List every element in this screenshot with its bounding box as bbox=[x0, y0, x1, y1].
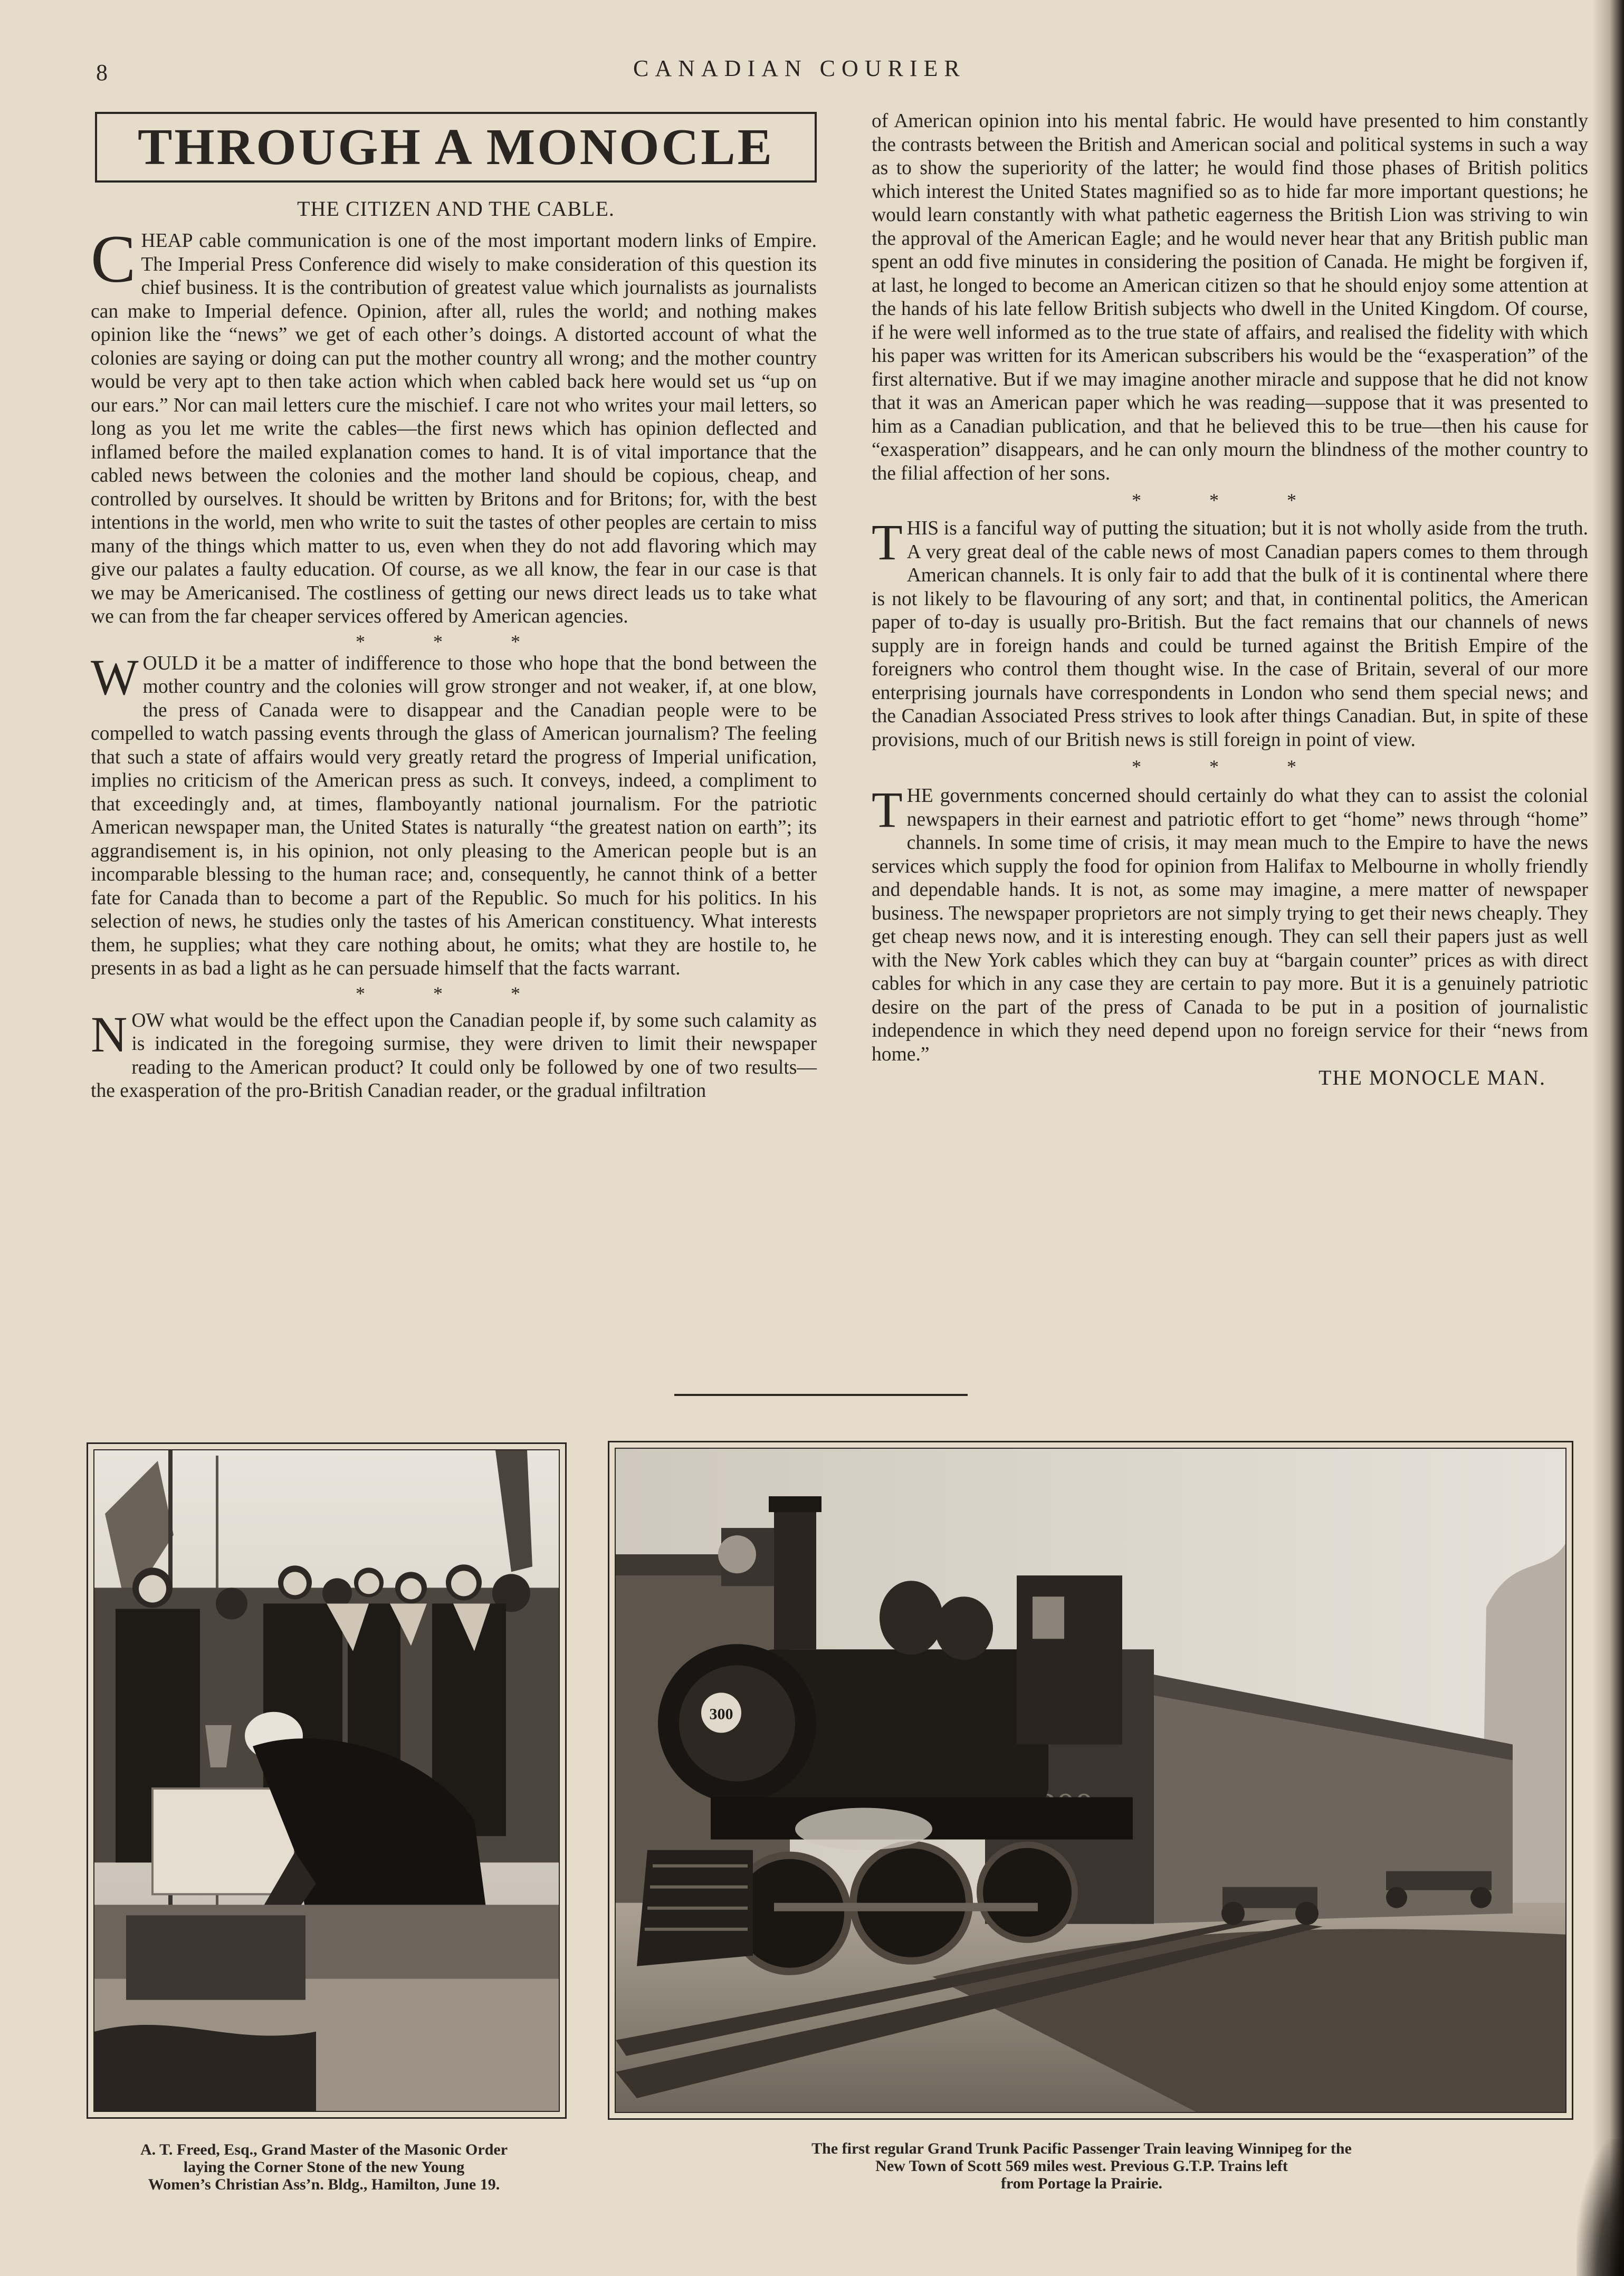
article-title: THROUGH A MONOCLE bbox=[137, 119, 774, 176]
running-head: CANADIAN COURIER bbox=[633, 55, 966, 81]
section-break: * * * bbox=[1132, 756, 1328, 777]
paragraph-3-continued: of American opinion into his mental fabric. He would have presented to him constantly the contrasts between the British and American social and political systems in such a way as to show the superiority of the latter; he would find those phases of British politics which interest the United States magnified so as to hide far more important questions; he would learn constantly with what pathetic eagerness the British Lion was striving to win the approval of the American Eagle; and he would never hear that any British public man spent an odd five minutes in considering the position of Canada. He might be forgiven if, at last, he longed to become an American citizen so that he should enjoy some attention at the hands of his late fellow British subjects who dwell in the United Kingdom. Of course, if he were well informed as to the true state of affairs, and realised the fidelity with which his paper was written for its American subscribers his would be the “exasperation” of the first alternative. But if we may imagine another miracle and suppose that he did not know that it was an American paper which he was reading—suppose that it was presented to him as a Canadian publication, and that he believed this to be true—then his cause for “exasperation” disappears, and he can only mourn the blindness of the mother country to the filial affection of her sons. bbox=[872, 110, 1588, 484]
drop-cap-t: T bbox=[872, 514, 903, 570]
right-column bbox=[872, 110, 1588, 1090]
paragraph-3 bbox=[91, 1006, 817, 1103]
divider-rule bbox=[674, 1394, 968, 1396]
paragraph-5-text: HE governments concerned should certainly do what they can to assist the colonial newspapers in their earnest and patriotic effort to get “home” news through “home” channels. In some time of crisis, it may mean much to the Empire to have the news services which supply the food for opinion from Halifax to Melbourne in wholly friendly and dependable hands. It is not, as some may imagine, a mere matter of newspaper business. The newspaper proprietors are not simply trying to get their news cheaply. They get cheap news now, and it is interesting enough. They can sell their papers just as well with the New York cables which they can buy at “bargain counter” prices as with direct cables for which in any case they are certain to pay more. But it is a genuinely patriotic desire on the part of the press of Canada to be put in a position of journalistic independence in which they need depend upon no foreign service for their “news from home.” bbox=[872, 785, 1588, 1065]
caption-line: New Town of Scott 569 miles west. Previous G.T.P. Trains left bbox=[875, 2157, 1288, 2175]
masonic-ceremony-image bbox=[93, 1449, 560, 2112]
locomotive-photo-caption bbox=[654, 2140, 1509, 2192]
page-corner-shadow bbox=[1577, 2139, 1624, 2276]
drop-cap-t: T bbox=[872, 781, 903, 838]
caption-line: Women’s Christian Ass’n. Bldg., Hamilton, June 19. bbox=[148, 2176, 500, 2193]
article-subhead: THE CITIZEN AND THE CABLE. bbox=[297, 197, 615, 221]
paragraph-3-text: OW what would be the effect upon the Canadian people if, by some such calamity as is indicated in the foregoing surmise, they were driven to limit their newspaper reading to the American product? It could only be followed by one of two results—the exasperation of the pro-British Canadian reader, or the gradual infiltration bbox=[91, 1009, 817, 1102]
masonic-ceremony-illustration bbox=[94, 1450, 559, 2111]
caption-line: laying the Corner Stone of the new Young bbox=[183, 2158, 465, 2176]
paragraph-5 bbox=[872, 781, 1588, 1066]
locomotive-illustration bbox=[616, 1449, 1565, 2112]
paragraph-1 bbox=[91, 222, 817, 629]
masonic-photo-caption bbox=[81, 2141, 567, 2193]
paragraph-2-text: OULD it be a matter of indifference to those who hope that the bond between the mother country and the colonies will grow stronger and not weaker, if, at one blow, the press of Canada were to disappear and the Canadian people were to be compelled to watch passing events through the glass of American journalism? The feeling that such a state of affairs would very greatly retard the progress of Imperial unification, implies no criticism of the American press as such. It conveys, indeed, a compliment to that exceedingly and, at times, flamboyantly national journalism. For the patriotic American newspaper man, the United States is naturally “the greatest nation on earth”; its aggrandisement is, in his opinion, not only pleasing to the American people but is an incomparable blessing to the human race; and, consequently, he cannot think of a better fate for Canada than to become a part of the Republic. So much for his politics. In his selection of news, he studies only the tastes of his American constituency. What interests them, he supplies; what they care nothing about, he omits; what they are hostile to, he presents in as bad a light as he can persuade himself that the facts warrant. bbox=[91, 652, 817, 979]
paragraph-2 bbox=[91, 648, 817, 981]
page-edge-shadow bbox=[1592, 0, 1624, 2276]
masonic-ceremony-photo bbox=[87, 1442, 567, 2119]
caption-line: A. T. Freed, Esq., Grand Master of the Masonic Order bbox=[140, 2141, 508, 2158]
caption-line: from Portage la Prairie. bbox=[1001, 2175, 1162, 2192]
left-column bbox=[91, 222, 817, 1103]
page-number: 8 bbox=[96, 60, 108, 85]
paragraph-1-text: HEAP cable communication is one of the most important modern links of Empire. The Imperial Press Conference did wisely to make consideration of this question its chief business. It is the contribution of greatest value which journalists as journalists can make to Imperial defence. Opinion, after all, rules the world; and nothing makes opinion like the “news” we get of each other’s doings. A distorted account of what the colonies are saying or doing can put the mother country all wrong; and the mother country would be very apt to then take action which when cabled back here would set us “up on our ears.” Nor can mail letters cure the mischief. I care not who writes your mail letters, so long as you let me write the cables—the first news which has opinion deflected and inflamed before the mailed explanation comes to hand. It is of vital importance that the cabled news between the colonies and the mother land should be copious, cheap, and controlled by ourselves. It should be written by Britons and for Britons; for, with the best intentions in the world, men who write to suit the tastes of other peoples are certain to miss many of the things which matter to us, even when they do not add flavoring which may give our palates a faulty education. Of course, as we all know, the fear in our case is that we may be Americanised. The costliness of getting our news direct leads us to take what we can from the far cheaper services offered by American agencies. bbox=[91, 230, 817, 627]
paragraph-4 bbox=[872, 514, 1588, 752]
signature: THE MONOCLE MAN. bbox=[1319, 1066, 1546, 1089]
caption-line: The first regular Grand Trunk Pacific Passenger Train leaving Winnipeg for the bbox=[811, 2140, 1352, 2157]
drop-cap-w: W bbox=[91, 648, 139, 705]
drop-cap-c: C bbox=[91, 222, 136, 297]
section-break: * * * bbox=[356, 982, 552, 1004]
section-break: * * * bbox=[356, 630, 552, 652]
drop-cap-n: N bbox=[91, 1006, 128, 1063]
locomotive-image bbox=[615, 1448, 1566, 2113]
paragraph-4-text: HIS is a fanciful way of putting the situation; but it is not wholly aside from the truth. A very great deal of the cable news of most Canadian papers comes to them through American channels. It is only fair to add that the bulk of it is continental where there is not likely to be flavouring of any sort; and that, in continental politics, the American paper of to-day is usually pro-British. But the fact remains that our channels of news supply are in foreign hands and could be turned against the British Empire of the foreigners who control them thought wise. In the case of Britain, several of our more enterprising journals have correspondents in London who send them special news; and the Canadian Associated Press strives to look after things Canadian. But, in spite of these provisions, much of our British news is still foreign in point of view. bbox=[872, 518, 1588, 751]
article-title-box bbox=[95, 112, 817, 183]
locomotive-photo bbox=[608, 1441, 1573, 2120]
engine-number: 300 bbox=[709, 1705, 733, 1723]
section-break: * * * bbox=[1132, 490, 1328, 511]
